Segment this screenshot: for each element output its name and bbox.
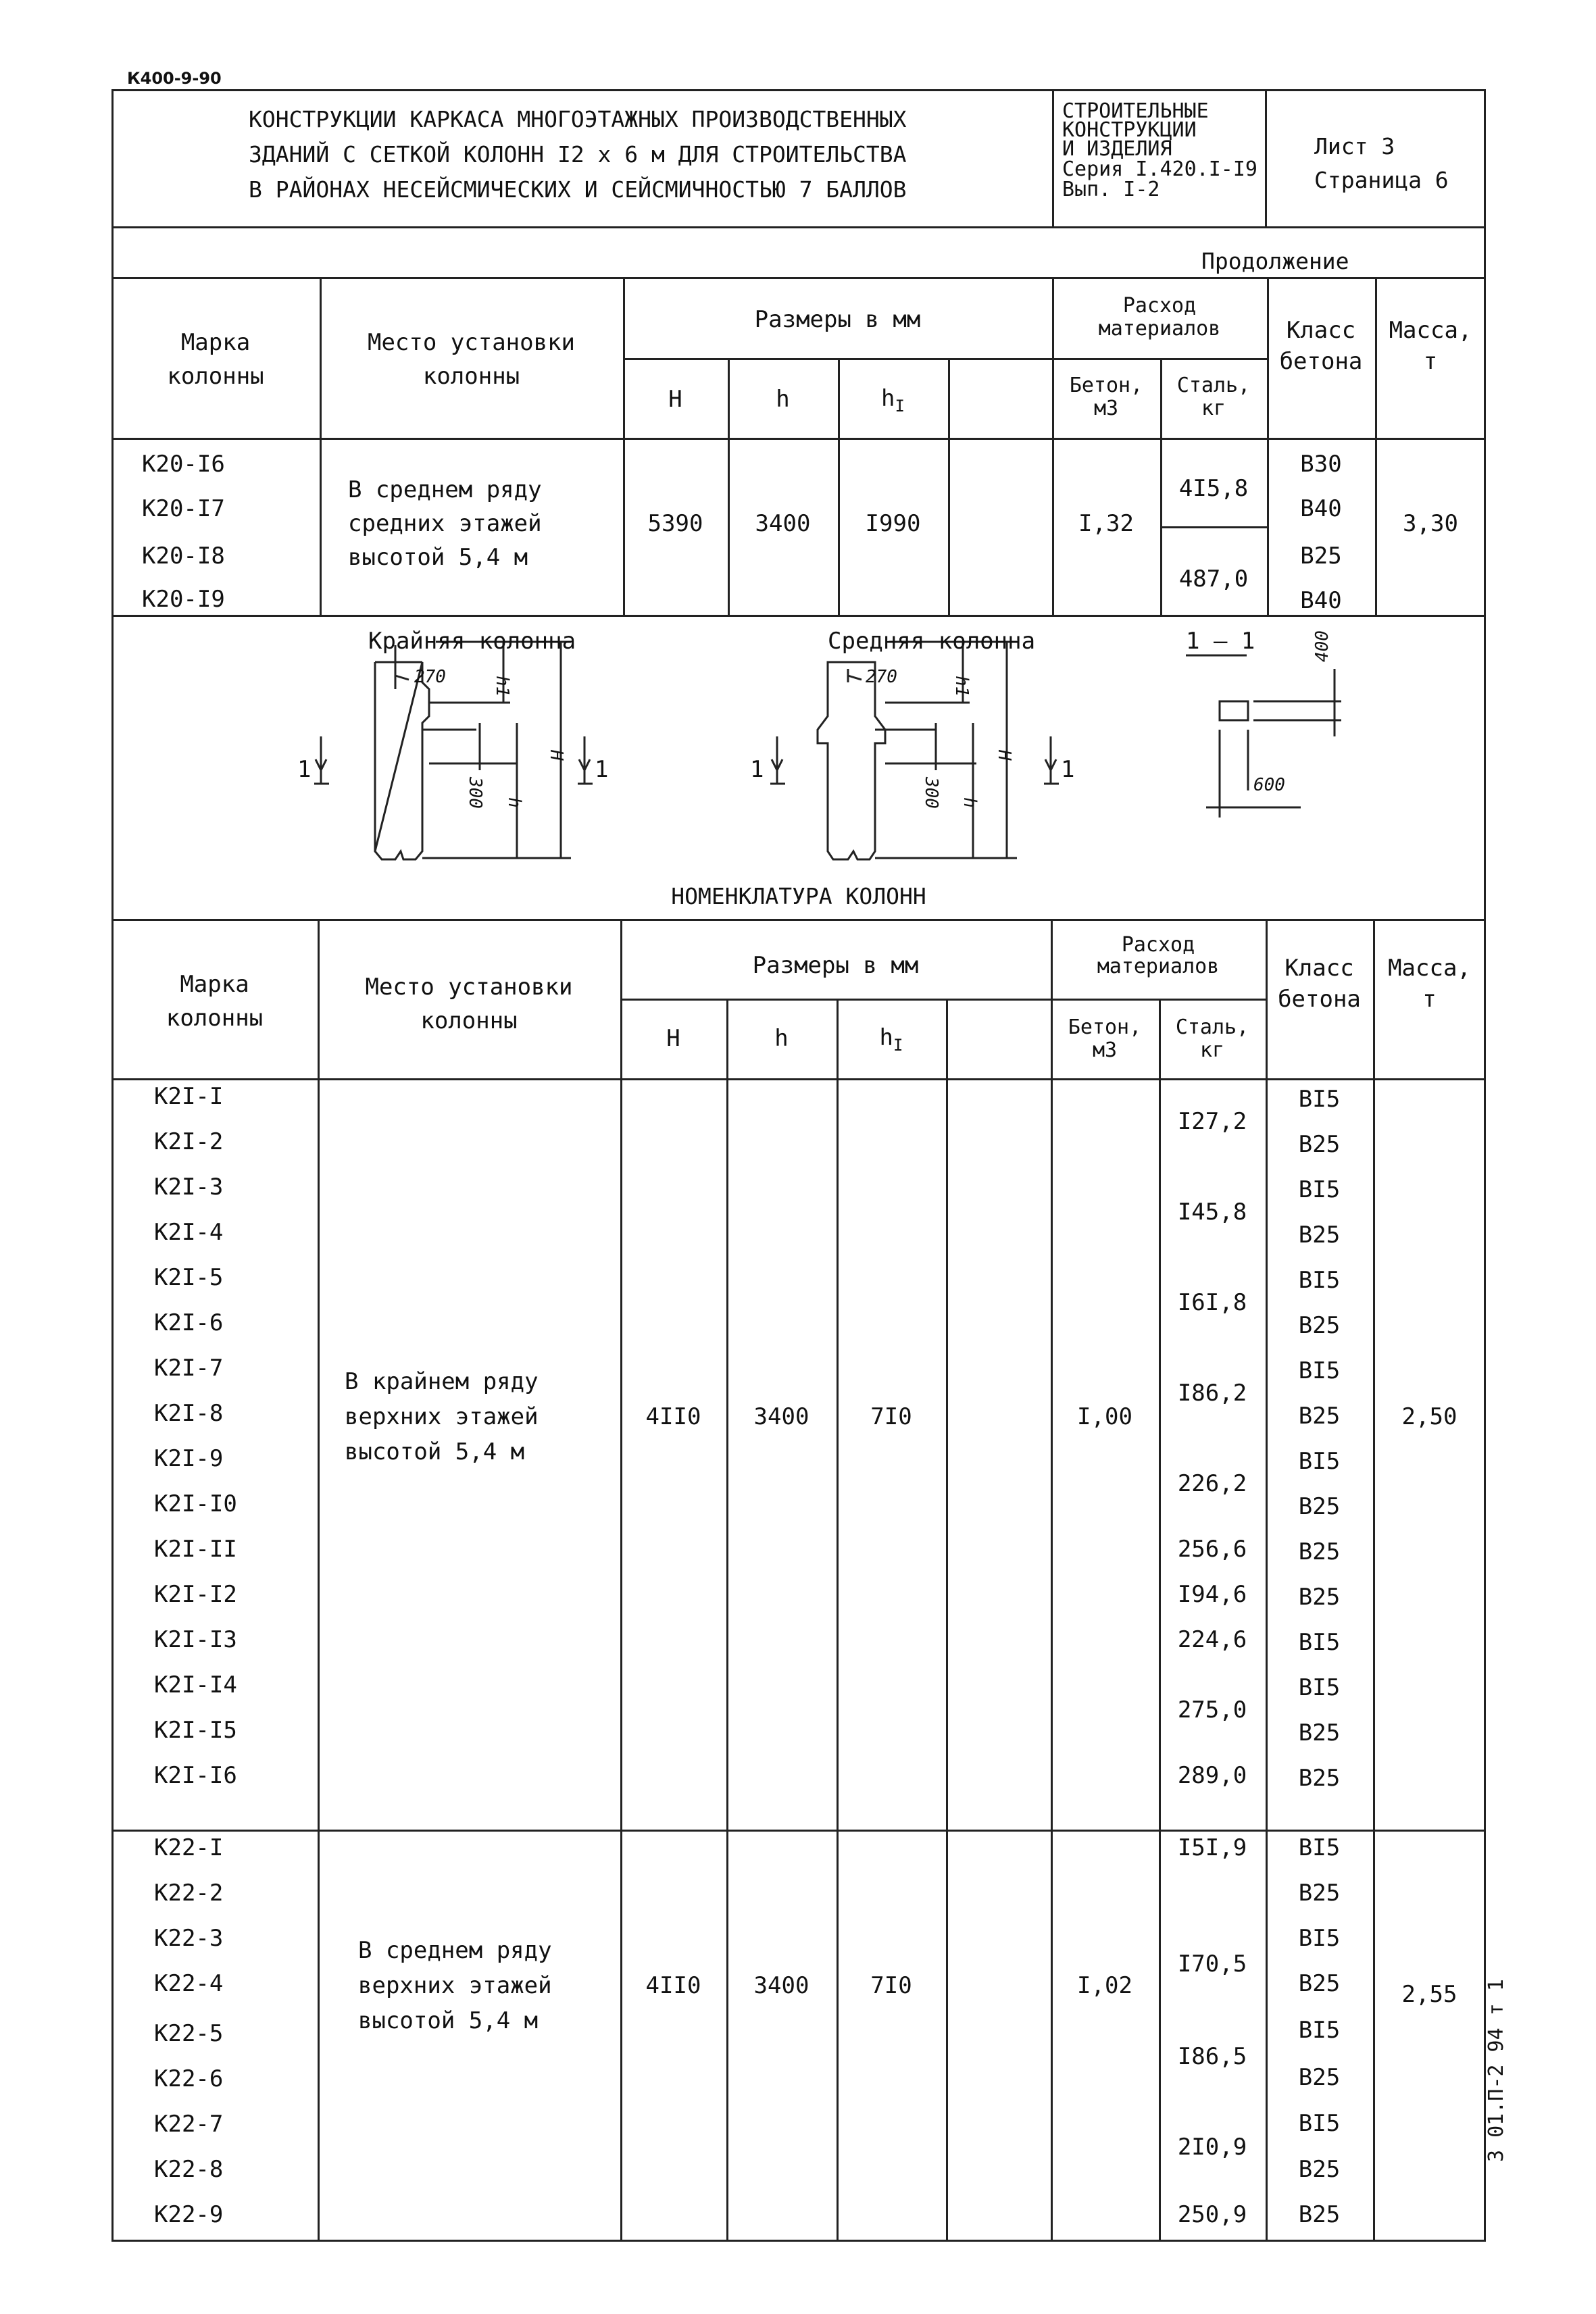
groupA-class: В25 <box>1298 1403 1341 1430</box>
table-row-mark: К2I-I0 <box>154 1490 237 1517</box>
groupA-class: ВI5 <box>1298 1176 1341 1203</box>
groupA-steel: 289,0 <box>1177 1762 1247 1789</box>
col-class-header: Класс <box>1286 317 1356 344</box>
col-place-header: Место установки <box>367 329 576 356</box>
groupB-place: верхних этажей <box>358 1972 552 1999</box>
groupA-h: 3400 <box>753 1403 809 1430</box>
t2-place-header: Место установки <box>365 974 573 1001</box>
table1-place: В среднем ряду <box>348 476 542 503</box>
section-mark: 1 <box>750 756 764 783</box>
dim-400: 400 <box>1312 630 1332 662</box>
section-title: 1 — 1 <box>1186 628 1255 655</box>
col-mass-header-2: т <box>1423 348 1438 375</box>
col-concrete-header: Бетон, <box>1069 374 1143 397</box>
table1-H: 5390 <box>647 510 703 537</box>
groupA-class: ВI5 <box>1298 1357 1341 1384</box>
dim-h1: h1 <box>492 676 512 697</box>
t2-mark-header-2: колонны <box>166 1005 264 1032</box>
groupA-class: В25 <box>1298 1584 1341 1611</box>
table1-place: высотой 5,4 м <box>348 544 528 571</box>
groupA-class: В25 <box>1298 1222 1341 1249</box>
table-row-mark: К2I-I <box>154 1083 224 1110</box>
groupA-mass: 2,50 <box>1401 1403 1457 1430</box>
dim-300: 300 <box>921 777 941 809</box>
table-row-mark: К2I-I6 <box>154 1762 237 1789</box>
table1-class: В40 <box>1300 587 1342 614</box>
table-row-mark: К2I-I2 <box>154 1581 237 1608</box>
table-row-mark: К2I-6 <box>154 1309 224 1336</box>
groupB-mass: 2,55 <box>1401 1981 1457 2008</box>
dim-H: H <box>546 750 566 761</box>
dim-h: h <box>504 797 524 808</box>
table-row-mark: К22-3 <box>154 1925 224 1952</box>
table-row-mark: К2I-4 <box>154 1219 224 1246</box>
col-class-header-2: бетона <box>1279 348 1363 375</box>
t2-steel-header-2: кг <box>1199 1038 1225 1062</box>
title-line-2: ЗДАНИЙ С СЕТКОЙ КОЛОНН I2 х 6 м ДЛЯ СТРОИТЕЛЬСТВА <box>249 141 907 168</box>
groupA-concrete: I,00 <box>1077 1403 1132 1430</box>
t2-class-header-2: бетона <box>1278 986 1361 1013</box>
groupA-class: В25 <box>1298 1765 1341 1792</box>
groupB-steel: 250,9 <box>1177 2201 1247 2228</box>
table1-class: В40 <box>1300 495 1342 522</box>
groupB-H: 4II0 <box>645 1972 701 1999</box>
col-mark-header: Марка <box>180 329 251 356</box>
section-mark: 1 <box>595 756 609 783</box>
table-row-mark: К22-7 <box>154 2111 224 2138</box>
series-line-1: СТРОИТЕЛЬНЫЕ <box>1062 99 1209 123</box>
table-row-mark: К22-6 <box>154 2065 224 2092</box>
t2-concrete-header-2: м3 <box>1092 1038 1118 1062</box>
groupA-steel: I6I,8 <box>1177 1289 1247 1316</box>
groupA-h1: 7I0 <box>870 1403 912 1430</box>
table-row-mark: К22-I <box>154 1834 224 1861</box>
groupA-class: В25 <box>1298 1312 1341 1339</box>
groupA-class: В25 <box>1298 1719 1341 1746</box>
table-row-mark: К2I-I4 <box>154 1671 237 1699</box>
title-line-3: В РАЙОНАХ НЕСЕЙСМИЧЕСКИХ И СЕЙСМИЧНОСТЬЮ 7 БАЛЛОВ <box>249 176 907 203</box>
col-mark-header-2: колонны <box>167 363 264 390</box>
table-row-mark: К2I-I3 <box>154 1626 237 1653</box>
groupB-class: В25 <box>1298 2064 1341 2091</box>
dim-h1: h1 <box>951 676 972 697</box>
groupA-class: ВI5 <box>1298 1629 1341 1656</box>
groupB-class: В25 <box>1298 2156 1341 2183</box>
groupA-class: В25 <box>1298 1493 1341 1520</box>
sheet-number: Лист 3 <box>1314 133 1395 159</box>
series-line-3: И ИЗДЕЛИЯ <box>1062 137 1172 161</box>
table-row-mark: К2I-9 <box>154 1445 224 1472</box>
table1-concrete: I,32 <box>1078 510 1134 537</box>
groupB-steel: 2I0,9 <box>1177 2134 1247 2161</box>
table1-class: В25 <box>1300 543 1342 570</box>
col-H-header: Н <box>668 386 682 413</box>
table-row-mark: К2I-8 <box>154 1400 224 1427</box>
groupB-class: В25 <box>1298 1880 1341 1907</box>
t2-concrete-header: Бетон, <box>1068 1015 1142 1039</box>
t2-mark-header: Марка <box>180 971 249 998</box>
groupB-place: высотой 5,4 м <box>358 2007 539 2034</box>
t2-mass-header-2: т <box>1422 986 1437 1013</box>
dim-270: 270 <box>866 667 897 687</box>
col-mass-header: Масса, <box>1389 317 1472 344</box>
col-h1-header: $h_I$ <box>881 385 905 416</box>
groupB-steel: I70,5 <box>1177 1951 1247 1978</box>
groupB-class: ВI5 <box>1298 1925 1341 1952</box>
groupB-steel: I5I,9 <box>1177 1834 1247 1861</box>
groupA-place: высотой 5,4 м <box>345 1438 525 1465</box>
middle-column-title: Средняя колонна <box>828 628 1036 655</box>
groupA-class: В25 <box>1298 1131 1341 1158</box>
col-consumption-header: Расход <box>1122 294 1197 318</box>
t2-H-header: Н <box>666 1025 680 1052</box>
groupA-class: В25 <box>1298 1538 1341 1565</box>
table-row-mark: К22-9 <box>154 2201 224 2228</box>
table-row-mark: К22-8 <box>154 2156 224 2183</box>
groupB-h: 3400 <box>753 1972 809 1999</box>
t2-steel-header: Сталь, <box>1175 1015 1249 1039</box>
groupA-class: ВI5 <box>1298 1267 1341 1294</box>
dim-h: h <box>959 797 980 808</box>
side-code: 3 01.П-2 94 т 1 <box>1485 1979 1508 2162</box>
groupB-class: В25 <box>1298 1970 1341 1997</box>
t2-consumption-header: Расход <box>1121 933 1195 957</box>
col-dims-header: Размеры в мм <box>754 306 921 333</box>
table-row-mark: К2I-3 <box>154 1174 224 1201</box>
col-concrete-header-2: м3 <box>1093 397 1119 420</box>
dim-270: 270 <box>414 667 446 687</box>
groupB-class: ВI5 <box>1298 2110 1341 2137</box>
t2-place-header-2: колонны <box>420 1007 518 1034</box>
t2-h1-header: $h_I$ <box>879 1024 903 1055</box>
t2-h-header: h <box>774 1025 789 1052</box>
groupA-H: 4II0 <box>645 1403 701 1430</box>
groupB-steel: I86,5 <box>1177 2043 1247 2070</box>
page-number: Страница 6 <box>1314 167 1449 193</box>
table-row-mark: К2I-2 <box>154 1128 224 1155</box>
t2-dims-header: Размеры в мм <box>752 952 919 979</box>
table1-mark: К20-I7 <box>142 495 225 522</box>
table1-steel: 4I5,8 <box>1178 475 1249 502</box>
groupA-steel: 226,2 <box>1177 1470 1247 1497</box>
dim-300: 300 <box>465 777 485 809</box>
table-row-mark: К22-2 <box>154 1880 224 1907</box>
doc-code: К400-9-90 <box>127 69 222 88</box>
dim-600: 600 <box>1253 775 1285 795</box>
groupB-class: ВI5 <box>1298 2017 1341 2044</box>
groupA-steel: I94,6 <box>1177 1581 1247 1608</box>
groupA-steel: I86,2 <box>1177 1380 1247 1407</box>
groupA-steel: 256,6 <box>1177 1536 1247 1563</box>
table1-mark: К20-I9 <box>142 586 225 613</box>
groupA-place: верхних этажей <box>345 1403 539 1430</box>
groupA-steel: I27,2 <box>1177 1108 1247 1135</box>
table1-mass: 3,30 <box>1403 510 1458 537</box>
edge-column-title: Крайняя колонна <box>368 628 576 655</box>
table-row-mark: К22-5 <box>154 2020 224 2047</box>
groupA-place: В крайнем ряду <box>345 1368 539 1395</box>
groupB-h1: 7I0 <box>870 1972 912 1999</box>
col-place-header-2: колонны <box>422 363 520 390</box>
table-row-mark: К22-4 <box>154 1970 224 1997</box>
groupB-class: ВI5 <box>1298 1834 1341 1861</box>
col-h-header: h <box>776 386 790 413</box>
groupB-place: В среднем ряду <box>358 1937 552 1964</box>
series-line-2: КОНСТРУКЦИИ <box>1062 118 1197 142</box>
section-mark: 1 <box>297 756 311 783</box>
col-consumption-header-2: материалов <box>1098 317 1221 341</box>
table-row-mark: К2I-7 <box>154 1355 224 1382</box>
table-row-mark: К2I-5 <box>154 1264 224 1291</box>
groupA-class: ВI5 <box>1298 1448 1341 1475</box>
groupA-class: ВI5 <box>1298 1086 1341 1113</box>
table1-place: средних этажей <box>348 510 542 537</box>
groupA-steel: I45,8 <box>1177 1199 1247 1226</box>
groupB-class: В25 <box>1298 2201 1341 2228</box>
groupA-steel: 224,6 <box>1177 1626 1247 1653</box>
table1-h: 3400 <box>755 510 811 537</box>
table-row-mark: К2I-II <box>154 1536 237 1563</box>
continuation-label: Продолжение <box>1201 248 1349 274</box>
col-steel-header: Сталь, <box>1176 374 1251 397</box>
column-drawing-svg <box>111 615 1486 919</box>
groupB-concrete: I,02 <box>1077 1972 1132 1999</box>
table1-class: В30 <box>1300 451 1342 478</box>
dim-H: H <box>994 750 1014 761</box>
series-line-4: Серия I.420.I-I9 <box>1062 157 1257 181</box>
title-line-1: КОНСТРУКЦИИ КАРКАСА МНОГОЭТАЖНЫХ ПРОИЗВОДСТВЕННЫХ <box>249 106 907 132</box>
groupA-class: ВI5 <box>1298 1674 1341 1701</box>
table-row-mark: К2I-I5 <box>154 1717 237 1744</box>
col-steel-header-2: кг <box>1201 397 1226 420</box>
column-diagram <box>111 615 1486 919</box>
t2-consumption-header-2: материалов <box>1097 955 1220 978</box>
series-line-5: Вып. I-2 <box>1062 178 1160 201</box>
t2-class-header: Класс <box>1285 955 1354 982</box>
middle-column-drawing <box>770 642 1059 859</box>
table1-mark: К20-I8 <box>142 543 225 570</box>
nomenclature-title: НОМЕНКЛАТУРА КОЛОНН <box>671 883 926 909</box>
table1-mark: К20-I6 <box>142 451 225 478</box>
groupA-steel: 275,0 <box>1177 1696 1247 1724</box>
table1-steel: 487,0 <box>1178 565 1249 593</box>
section-mark: 1 <box>1061 756 1075 783</box>
t2-mass-header: Масса, <box>1388 955 1471 982</box>
table1-h1: I990 <box>865 510 921 537</box>
